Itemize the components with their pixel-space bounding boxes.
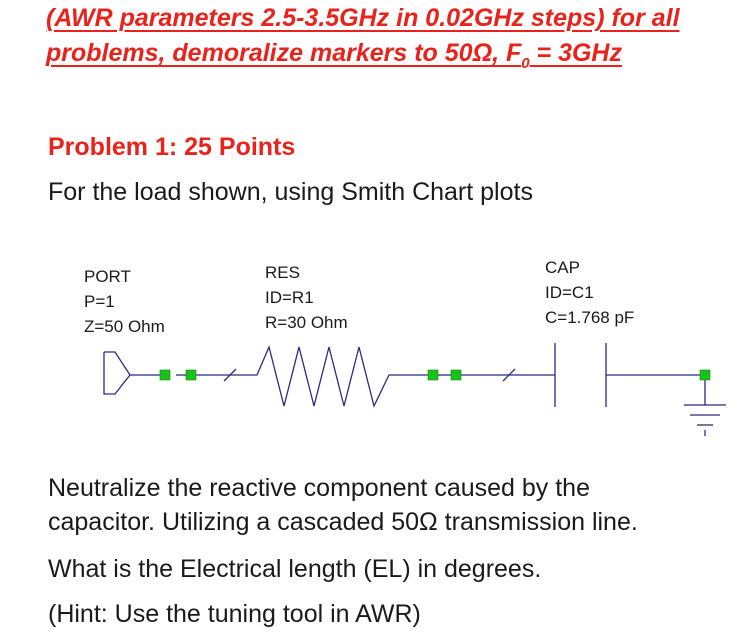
port-symbol [104,352,130,394]
node-port-out [160,370,170,380]
problem-title: Problem 1: 25 Points [48,133,296,161]
ground-icon [684,405,726,436]
resistor-symbol [244,347,428,406]
header-line-2 [46,37,756,73]
res-id-label: ID=R1 [265,288,314,307]
circuit-schematic [0,240,756,440]
cap-value-label: C=1.768 pF [545,308,635,327]
problem-line-2: capacitor. Utilizing a cascaded 50Ω transmission line. [48,508,638,536]
port-p-label: P=1 [84,292,115,311]
problem-hint: (Hint: Use the tuning tool in AWR) [48,600,421,628]
node-res-out [428,370,438,380]
node-res-in [186,370,196,380]
problem-question: What is the Electrical length (EL) in degrees. [48,555,542,583]
header-line-1: (AWR parameters 2.5-3.5GHz in 0.02GHz steps) for all [46,4,680,32]
cap-id-label: ID=C1 [545,283,594,302]
problem-intro: For the load shown, using Smith Chart plots [48,178,533,206]
header-line-2-prefix: problems, demoralize markers to 50Ω, F [46,39,522,67]
res-value-label: R=30 Ohm [265,313,348,332]
port-z-label: Z=50 Ohm [84,317,165,336]
res-name-label: RES [265,263,300,282]
cap-name-label: CAP [545,258,580,277]
node-cap-in [451,370,461,380]
problem-line-1: Neutralize the reactive component caused by the [48,474,590,502]
header-line-2-suffix: = 3GHz [529,39,622,67]
node-ground [700,370,710,380]
f-subscript: 0 [521,55,530,72]
port-name-label: PORT [84,267,131,286]
